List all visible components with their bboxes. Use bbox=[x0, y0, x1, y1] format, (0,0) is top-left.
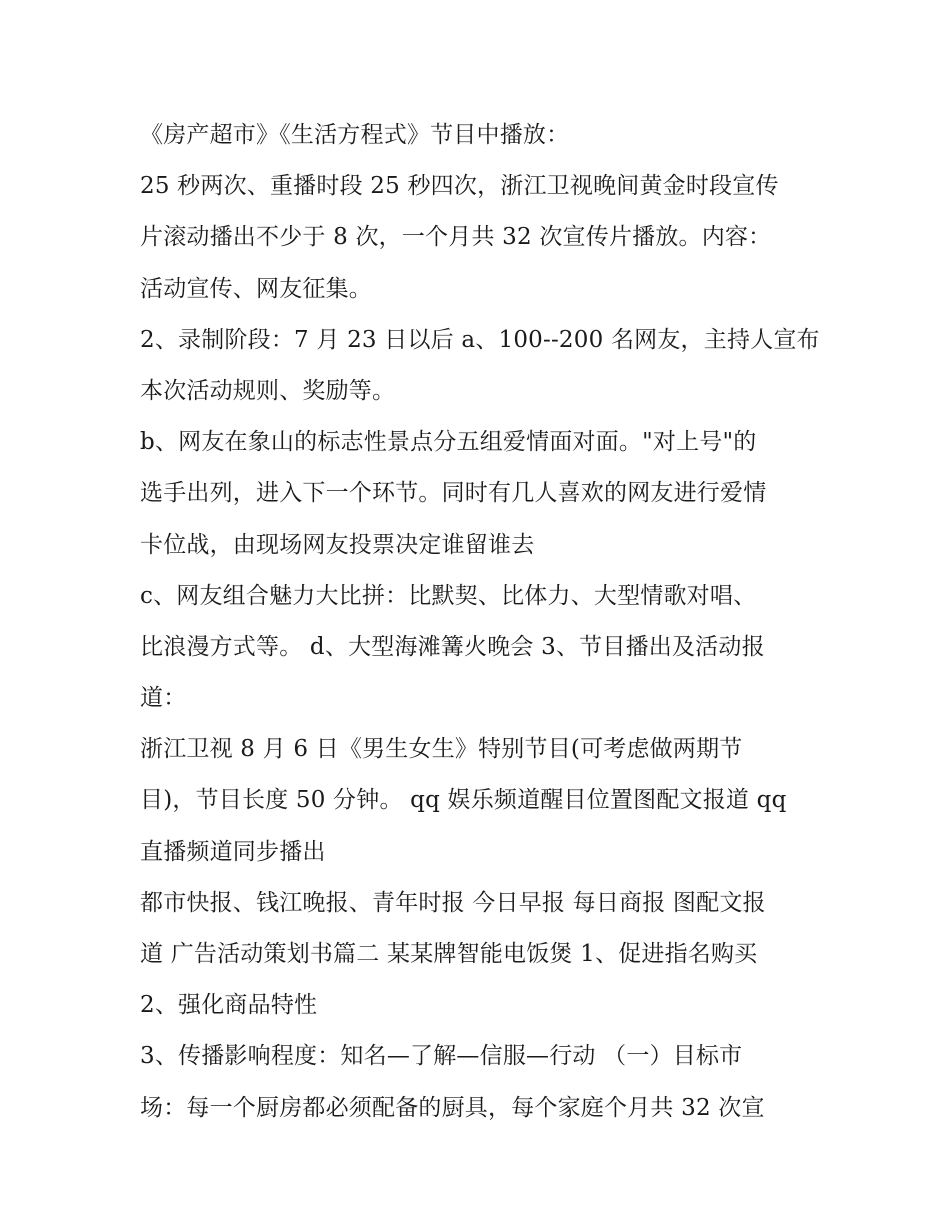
text-line: 活动宣传、网友征集。 bbox=[140, 275, 372, 302]
text-line: 本次活动规则、奖励等。 bbox=[140, 377, 396, 404]
text-line: 道： bbox=[140, 685, 187, 712]
document-body bbox=[140, 110, 840, 1134]
text-line: 都市快报、钱江晚报、青年时报 今日早报 每日商报 图配文报 bbox=[140, 889, 766, 916]
text-line: b、网友在象山的标志性景点分五组爱情面对面。"对上号"的 bbox=[140, 429, 757, 456]
text-line: 卡位战，由现场网友投票决定谁留谁去 bbox=[140, 531, 535, 558]
text-line: 3、传播影响程度：知名—了解—信服—行动 （一）目标市 bbox=[140, 1043, 743, 1070]
text-line: 浙江卫视 8 月 6 日《男生女生》特别节目(可考虑做两期节 bbox=[140, 736, 743, 763]
text-line: 直播频道同步播出 bbox=[140, 838, 326, 865]
text-line: 2、强化商品特性 bbox=[140, 992, 318, 1019]
text-line: 场：每一个厨房都必须配备的厨具，每个家庭个月共 32 次宣 bbox=[140, 1094, 765, 1121]
text-line: 目)，节目长度 50 分钟。 qq 娱乐频道醒目位置图配文报道 qq bbox=[140, 787, 787, 814]
text-line: 片滚动播出不少于 8 次，一个月共 32 次宣传片播放。内容： bbox=[140, 224, 772, 251]
text-line: 比浪漫方式等。 d、大型海滩篝火晚会 3、节目播出及活动报 bbox=[140, 633, 765, 660]
text-line: 25 秒两次、重播时段 25 秒四次，浙江卫视晚间黄金时段宣传 bbox=[140, 173, 779, 200]
text-line: 道 广告活动策划书篇二 某某牌智能电饭煲 1、促进指名购买 bbox=[140, 941, 758, 967]
text-line: 《房产超市》《生活方程式》节目中播放： bbox=[140, 122, 570, 148]
text-line: 2、录制阶段：7 月 23 日以后 a、100--200 名网友，主持人宣布 bbox=[140, 326, 820, 353]
text-line: 选手出列，进入下一个环节。同时有几人喜欢的网友进行爱情 bbox=[140, 480, 767, 507]
text-line: c、网友组合魅力大比拼：比默契、比体力、大型情歌对唱、 bbox=[140, 582, 757, 609]
